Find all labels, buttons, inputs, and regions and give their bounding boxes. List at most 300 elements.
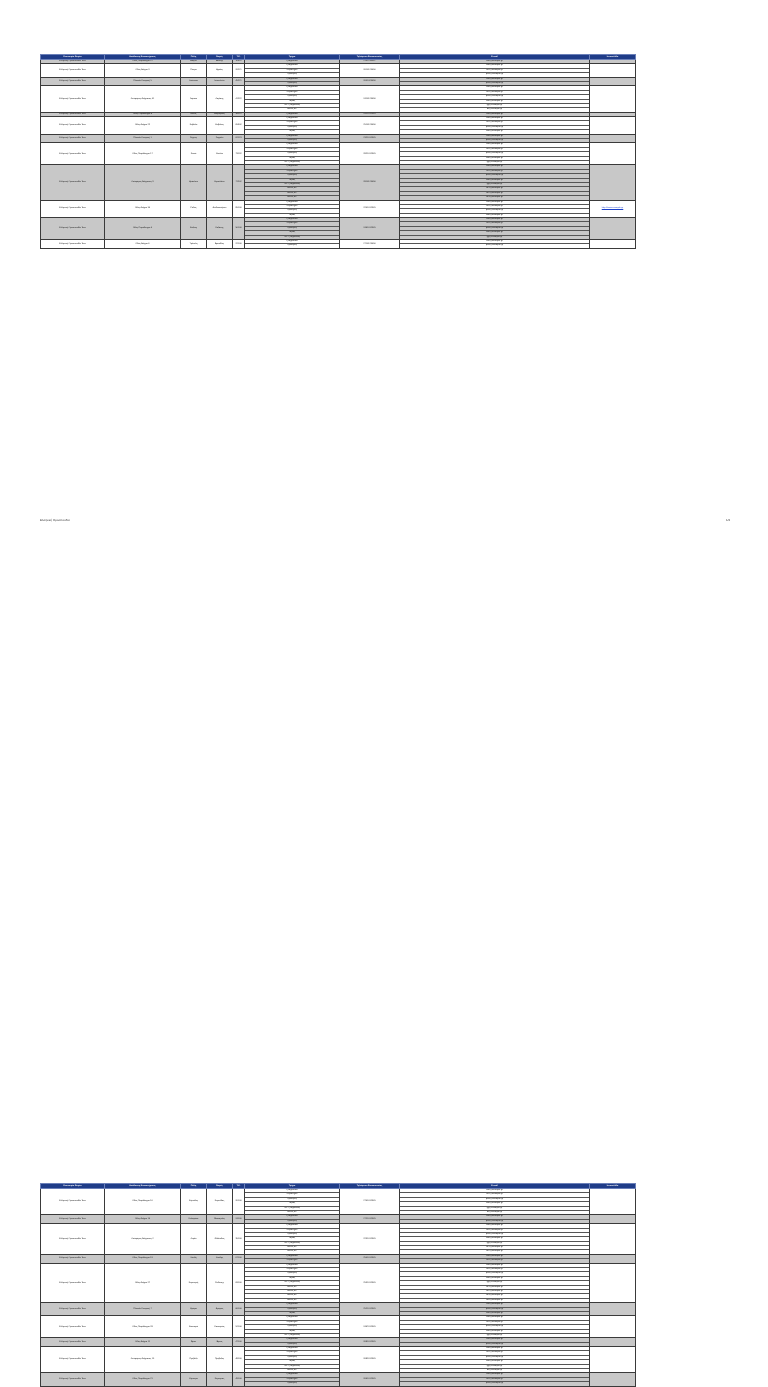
email-entry[interactable]: info@example.gr: [400, 1264, 589, 1268]
email-entry[interactable]: pres@example.gr: [400, 1356, 589, 1360]
cell-website: [590, 200, 636, 218]
dept-entry: Πρόεδρος: [287, 244, 297, 247]
email-entry[interactable]: gg@example.gr: [486, 160, 503, 163]
table-row: [41, 143, 636, 165]
table-row: [41, 218, 636, 240]
cell-website: [590, 1254, 636, 1263]
email-entry[interactable]: gg@example.gr: [486, 235, 503, 238]
cell-website: [590, 1303, 636, 1316]
dept-entry: Γεν. Γραμματέας: [283, 160, 301, 163]
email-entry[interactable]: info@example.gr: [400, 1373, 589, 1377]
cell-phone: 2541012345: [340, 1254, 400, 1263]
email-entry[interactable]: ds1@example.gr: [400, 1286, 589, 1290]
cell-region: Καβάλας: [207, 117, 233, 135]
dept-entry: Γραμματεία: [245, 64, 339, 68]
email-entry[interactable]: ds@example.gr: [486, 1210, 503, 1213]
dept-entry: Ταμίας: [245, 1360, 339, 1364]
email-entry[interactable]: acc@example.gr: [400, 1193, 589, 1197]
cell-email: [400, 1263, 590, 1303]
cell-email: [400, 143, 590, 165]
dept-entry: Λογιστήριο: [245, 1378, 339, 1382]
cell-addr: Λεωφόρος Δείγματος 2: [105, 1224, 181, 1255]
cell-name: Ελληνική Ομοσπονδία Τεστ: [41, 86, 105, 112]
dept-entry: Γραμματεία: [245, 117, 339, 121]
cell-zip: 66100: [233, 1303, 245, 1316]
cell-addr: Οδός Δείγμα 14: [105, 1215, 181, 1224]
email-entry[interactable]: pres@example.gr: [485, 73, 504, 76]
column-header: Πόλη: [181, 55, 207, 60]
email-entry[interactable]: pres@example.gr: [400, 1233, 589, 1237]
column-header: Επωνυμία Φορέα: [41, 55, 105, 60]
cell-region: Λαρίσης: [207, 86, 233, 112]
table-row: [41, 200, 636, 218]
cell-website: [590, 86, 636, 112]
page-number: 1/2: [726, 518, 731, 522]
dept-entry: Γραμματεία: [286, 60, 298, 62]
email-entry[interactable]: ds1@example.gr: [400, 1246, 589, 1250]
dept-entry: Λογιστήριο: [245, 205, 339, 209]
cell-email: [400, 1215, 590, 1224]
cell-name: Ελληνική Ομοσπονδία Τεστ: [41, 134, 105, 143]
dept-entry: Γραμματεία: [245, 240, 339, 244]
column-header: Διεύθυνση Καταστήματος: [105, 1184, 181, 1189]
email-entry[interactable]: info@example.gr: [486, 112, 503, 115]
cell-city: Βόλος: [181, 112, 207, 116]
cell-name: Ελληνική Ομοσπονδία Τεστ: [41, 1189, 105, 1215]
cell-phone: 2321012345: [340, 134, 400, 143]
email-entry[interactable]: pres@example.gr: [400, 1198, 589, 1202]
cell-email: [400, 1373, 590, 1386]
email-entry[interactable]: pres@example.gr: [485, 1342, 504, 1345]
dept-entry: Λογιστήριο: [245, 69, 339, 73]
dept-entry: Πρόεδρος: [287, 1342, 297, 1345]
dept-entry: Λογιστήριο: [245, 91, 339, 95]
dept-entry: Μέλος ΔΣ: [287, 196, 297, 199]
dept-entry: Πρόεδρος: [287, 1219, 297, 1222]
cell-addr: Οδός Παράδειγμα 21: [105, 1373, 181, 1386]
email-entry[interactable]: ds2@example.gr: [400, 1290, 589, 1294]
dept-entry: Ταμίας: [245, 1330, 339, 1334]
cell-addr: Οδός Δείγμα 3: [105, 64, 181, 77]
cell-city: Χανιά: [181, 143, 207, 165]
cell-website: [590, 1316, 636, 1338]
cell-email: [400, 1189, 590, 1215]
email-entry[interactable]: ds2@example.gr: [486, 1250, 503, 1253]
email-entry[interactable]: acc@example.gr: [400, 1351, 589, 1355]
cell-website: [590, 117, 636, 135]
table-row: [41, 1373, 636, 1386]
email-entry[interactable]: acc@example.gr: [400, 91, 589, 95]
column-header: Τμήμα: [245, 1184, 340, 1189]
cell-zip: 71202: [233, 165, 245, 200]
email-entry[interactable]: info@example.gr: [400, 78, 589, 82]
email-entry[interactable]: ds@example.gr: [486, 1369, 503, 1372]
column-header: Νομός: [207, 55, 233, 60]
dept-entry: Γραμματεία: [245, 1373, 339, 1377]
email-entry[interactable]: acc@example.gr: [400, 1229, 589, 1233]
dept-entry: Μέλος ΔΣ: [287, 1250, 297, 1253]
email-entry[interactable]: info@example.gr: [400, 117, 589, 121]
cell-city: Σέρρες: [181, 134, 207, 143]
email-entry[interactable]: info@example.gr: [400, 165, 589, 169]
cell-dept: [245, 1254, 340, 1263]
cell-phone: 2721012345: [340, 1215, 400, 1224]
cell-region: Καστοριάς: [207, 1316, 233, 1338]
cell-phone: 2661012345: [340, 1373, 400, 1386]
email-entry[interactable]: info@example.gr: [400, 1338, 589, 1342]
email-entry[interactable]: info@example.gr: [400, 1255, 589, 1259]
cell-region: Δωδεκανήσου: [207, 200, 233, 218]
email-entry[interactable]: gg@example.gr: [400, 104, 589, 108]
dept-entry: Ταμίας: [288, 130, 296, 133]
cell-zip: 41222: [233, 86, 245, 112]
column-header: Τ.Κ.: [233, 1184, 245, 1189]
email-entry[interactable]: tam@example.gr: [486, 213, 503, 216]
dept-entry: Λογιστήριο: [245, 222, 339, 226]
cell-zip: 35100: [233, 1224, 245, 1255]
cell-zip: 62123: [233, 134, 245, 143]
cell-zip: 50100: [233, 218, 245, 240]
cell-name: Ελληνική Ομοσπονδία Τεστ: [41, 200, 105, 218]
dept-entry: Λογιστήριο: [245, 148, 339, 152]
email-entry[interactable]: ds3@example.gr: [486, 196, 503, 199]
email-entry[interactable]: pres@example.gr: [400, 1308, 589, 1312]
email-entry[interactable]: acc@example.gr: [400, 222, 589, 226]
cell-addr: Οδός Δείγμα 27: [105, 1263, 181, 1303]
cell-email: [400, 134, 590, 143]
email-entry[interactable]: pres@example.gr: [400, 126, 589, 130]
dept-entry: Γεν. Γραμματέας: [245, 1281, 339, 1285]
dept-entry: Γραμματεία: [245, 135, 339, 139]
cell-region: Χανίων: [207, 143, 233, 165]
email-entry[interactable]: acc@example.gr: [400, 148, 589, 152]
cell-phone: 2521012345: [340, 1303, 400, 1316]
dept-entry: Γραμματεία: [245, 1316, 339, 1320]
email-entry[interactable]: ds1@example.gr: [400, 187, 589, 191]
cell-website: [590, 1215, 636, 1224]
email-entry[interactable]: tam@example.gr: [400, 231, 589, 235]
cell-dept: [245, 143, 340, 165]
cell-website: [590, 218, 636, 240]
email-entry[interactable]: pres@example.gr: [485, 139, 504, 142]
cell-website: [590, 1189, 636, 1215]
cell-region: Φθιώτιδας: [207, 1224, 233, 1255]
cell-dept: [245, 134, 340, 143]
cell-phone: 2710123456: [340, 240, 400, 249]
cell-email: [400, 218, 590, 240]
table-row: [41, 1303, 636, 1316]
cell-name: Ελληνική Ομοσπονδία Τεστ: [41, 1316, 105, 1338]
cell-city: Κομοτηνή: [181, 1263, 207, 1303]
cell-name: Ελληνική Ομοσπονδία Τεστ: [41, 77, 105, 86]
cell-region: Κοζάνης: [207, 218, 233, 240]
email-entry[interactable]: info@example.gr: [400, 1224, 589, 1228]
dept-entry: Λογιστήριο: [245, 1229, 339, 1233]
email-entry[interactable]: acc@example.gr: [400, 170, 589, 174]
cell-zip: 47100: [233, 1338, 245, 1347]
cell-dept: [245, 1263, 340, 1303]
email-entry[interactable]: tam@example.gr: [400, 179, 589, 183]
cell-addr: Οδός Δείγμα 22: [105, 117, 181, 135]
dept-entry: Μέλος ΔΣ: [245, 1246, 339, 1250]
cell-zip: 85100: [233, 200, 245, 218]
cell-phone: 2821012345: [340, 143, 400, 165]
dept-entry: Μέλος ΔΣ: [287, 1210, 297, 1213]
cell-name: Ελληνική Ομοσπονδία Τεστ: [41, 1347, 105, 1373]
dept-entry: Γραμματεία: [286, 112, 298, 115]
email-entry[interactable]: info@example.gr: [400, 1303, 589, 1307]
dept-entry: Γραμματεία: [245, 86, 339, 90]
email-entry[interactable]: gg@example.gr: [400, 1281, 589, 1285]
email-entry[interactable]: ds2@example.gr: [400, 192, 589, 196]
cell-zip: 67100: [233, 1254, 245, 1263]
column-header: Επωνυμία Φορέα: [41, 1184, 105, 1189]
email-entry[interactable]: gg@example.gr: [400, 1207, 589, 1211]
dept-entry: Ταμίας: [245, 179, 339, 183]
cell-city: Πάτρα: [181, 64, 207, 77]
table-row: [41, 77, 636, 86]
email-entry[interactable]: acc@example.gr: [400, 1268, 589, 1272]
email-entry[interactable]: pres@example.gr: [400, 1272, 589, 1276]
cell-website: [590, 134, 636, 143]
cell-phone: 2682012345: [340, 1347, 400, 1373]
cell-region: Ξάνθης: [207, 1254, 233, 1263]
dept-entry: Πρόεδρος: [245, 126, 339, 130]
cell-city: Καστοριά: [181, 1316, 207, 1338]
cell-name: Ελληνική Ομοσπονδία Τεστ: [41, 112, 105, 116]
cell-dept: [245, 240, 340, 249]
cell-region: Ηρακλείου: [207, 165, 233, 200]
cell-region: Αχαΐας: [207, 64, 233, 77]
email-entry[interactable]: ds3@example.gr: [400, 1294, 589, 1298]
cell-website: [590, 1224, 636, 1255]
dept-entry: Γραμματεία: [245, 1189, 339, 1193]
cell-phone: 2510123456: [340, 117, 400, 135]
cell-city: Ιωάννινα: [181, 77, 207, 86]
dept-entry: Γραμματεία: [245, 201, 339, 205]
table-row: [41, 1316, 636, 1338]
dept-entry: Πρόεδρος: [245, 1233, 339, 1237]
email-entry[interactable]: pres@example.gr: [400, 1325, 589, 1329]
email-entry[interactable]: info@example.gr: [400, 143, 589, 147]
cell-addr: Οδός Παράδειγμα 12: [105, 60, 181, 64]
email-entry[interactable]: acc@example.gr: [400, 1321, 589, 1325]
email-entry[interactable]: pres@example.gr: [400, 95, 589, 99]
email-entry[interactable]: tam@example.gr: [400, 1360, 589, 1364]
email-entry[interactable]: info@example.gr: [400, 218, 589, 222]
dept-entry: Μέλος ΔΣ: [245, 1290, 339, 1294]
dept-entry: Μέλος ΔΣ: [245, 1286, 339, 1290]
dept-entry: Ταμίας: [245, 100, 339, 104]
cell-email: [400, 1316, 590, 1338]
dept-entry: Πρόεδρος: [245, 1308, 339, 1312]
dept-entry: Πρόεδρος: [245, 1356, 339, 1360]
cell-addr: Οδός Παράδειγμα 17: [105, 143, 181, 165]
dept-entry: Μέλος ΔΣ: [245, 1294, 339, 1298]
table-row: [41, 117, 636, 135]
email-entry[interactable]: info@example.gr: [400, 1316, 589, 1320]
cell-website: [590, 165, 636, 200]
email-entry[interactable]: tam@example.gr: [400, 1202, 589, 1206]
dept-entry: Πρόεδρος: [287, 81, 297, 84]
email-entry[interactable]: info@example.gr: [400, 86, 589, 90]
cell-email: [400, 165, 590, 200]
email-entry[interactable]: pres@example.gr: [485, 1219, 504, 1222]
cell-city: Κοζάνη: [181, 218, 207, 240]
cell-addr: Πλατεία Κεντρική 5: [105, 77, 181, 86]
cell-addr: Οδός Παράδειγμα 33: [105, 1316, 181, 1338]
cell-zip: 20100: [233, 1189, 245, 1215]
email-entry[interactable]: gg@example.gr: [400, 1242, 589, 1246]
email-entry[interactable]: gg@example.gr: [486, 1333, 503, 1336]
dept-entry: Γεν. Γραμματέας: [245, 1207, 339, 1211]
dept-entry: Πρόεδρος: [245, 209, 339, 213]
email-entry[interactable]: ds4@example.gr: [486, 1298, 503, 1301]
email-entry[interactable]: pres@example.gr: [400, 174, 589, 178]
cell-name: Ελληνική Ομοσπονδία Τεστ: [41, 240, 105, 249]
cell-addr: Λεωφόρος Δείγματος 15: [105, 1347, 181, 1373]
cell-email: [400, 117, 590, 135]
email-entry[interactable]: info@example.gr: [400, 201, 589, 205]
email-entry[interactable]: pres@example.gr: [400, 209, 589, 213]
column-header: Νομός: [207, 1184, 233, 1189]
email-entry[interactable]: info@example.gr: [400, 1215, 589, 1219]
table-row: [41, 1189, 636, 1215]
table-row: [41, 1338, 636, 1347]
cell-email: [400, 1303, 590, 1316]
email-entry[interactable]: pres@example.gr: [400, 152, 589, 156]
email-entry[interactable]: gg@example.gr: [400, 183, 589, 187]
email-entry[interactable]: info@example.gr: [400, 240, 589, 244]
dept-entry: Γραμματεία: [245, 1224, 339, 1228]
cell-phone: 2651023456: [340, 77, 400, 86]
dept-entry: Γραμματεία: [245, 78, 339, 82]
cell-zip: 48100: [233, 1347, 245, 1373]
document-page-2: [0, 590, 768, 1385]
cell-email: [400, 64, 590, 77]
cell-zip: 45221: [233, 77, 245, 86]
cell-region: Κορινθίας: [207, 1189, 233, 1215]
cell-city: Ηράκλειο: [181, 165, 207, 200]
cell-city: Κόρινθος: [181, 1189, 207, 1215]
cell-region: Μεσσηνίας: [207, 1215, 233, 1224]
dept-entry: Γεν. Γραμματέας: [283, 235, 301, 238]
cell-city: Άρτα: [181, 1338, 207, 1347]
cell-region: Δράμας: [207, 1303, 233, 1316]
cell-region: Ιωαννίνων: [207, 77, 233, 86]
table-row: [41, 165, 636, 200]
email-entry[interactable]: info@example.gr: [400, 64, 589, 68]
email-entry[interactable]: pres@example.gr: [485, 244, 504, 247]
dept-entry: Μέλος ΔΣ: [245, 187, 339, 191]
table-row: [41, 1215, 636, 1224]
dept-entry: Γεν. Γραμματέας: [245, 1365, 339, 1369]
email-entry[interactable]: acc@example.gr: [400, 121, 589, 125]
cell-zip: 24100: [233, 1215, 245, 1224]
cell-region: Αρκαδίας: [207, 240, 233, 249]
email-entry[interactable]: pres@example.gr: [485, 81, 504, 84]
contacts-table-page-1: [40, 54, 636, 249]
cell-dept: [245, 1316, 340, 1338]
cell-zip: 69100: [233, 1263, 245, 1303]
cell-name: Ελληνική Ομοσπονδία Τεστ: [41, 1303, 105, 1316]
cell-dept: [245, 1347, 340, 1373]
cell-dept: [245, 1373, 340, 1386]
cell-dept: [245, 165, 340, 200]
dept-entry: Γραμματεία: [245, 165, 339, 169]
cell-region: Σερρών: [207, 134, 233, 143]
column-header: E-mail: [400, 55, 590, 60]
email-entry[interactable]: acc@example.gr: [400, 69, 589, 73]
cell-city: Ξάνθη: [181, 1254, 207, 1263]
email-entry[interactable]: tam@example.gr: [486, 1311, 503, 1314]
cell-dept: [245, 1189, 340, 1215]
cell-addr: Πλατεία Κεντρική 7: [105, 1303, 181, 1316]
email-entry[interactable]: gg@example.gr: [400, 1365, 589, 1369]
email-entry[interactable]: tam@example.gr: [400, 1330, 589, 1334]
footer-left-text: Ελληνική Ομοσπονδία: [40, 518, 70, 522]
email-entry[interactable]: info@example.gr: [400, 1189, 589, 1193]
cell-dept: [245, 218, 340, 240]
email-entry[interactable]: ds@example.gr: [486, 108, 503, 111]
website-link[interactable]: http://www.example.gr: [601, 207, 624, 210]
email-entry[interactable]: tam@example.gr: [400, 1237, 589, 1241]
email-entry[interactable]: pres@example.gr: [400, 227, 589, 231]
dept-entry: Λογιστήριο: [245, 1193, 339, 1197]
cell-region: Ροδόπης: [207, 1263, 233, 1303]
cell-dept: [245, 64, 340, 77]
cell-name: Ελληνική Ομοσπονδία Τεστ: [41, 143, 105, 165]
cell-city: Λάρισα: [181, 86, 207, 112]
email-entry[interactable]: tam@example.gr: [400, 1277, 589, 1281]
cell-name: Ελληνική Ομοσπονδία Τεστ: [41, 218, 105, 240]
dept-entry: Ταμίας: [245, 1237, 339, 1241]
dept-entry: Ταμίας: [245, 157, 339, 161]
cell-phone: 2231012345: [340, 1224, 400, 1255]
email-entry[interactable]: tam@example.gr: [400, 157, 589, 161]
email-entry[interactable]: tam@example.gr: [400, 100, 589, 104]
dept-entry: Ταμίας: [245, 231, 339, 235]
cell-zip: 38221: [233, 112, 245, 116]
cell-name: Ελληνική Ομοσπονδία Τεστ: [41, 1215, 105, 1224]
cell-city: Δράμα: [181, 1303, 207, 1316]
dept-entry: Πρόεδρος: [245, 1325, 339, 1329]
cell-website: [590, 1263, 636, 1303]
email-entry[interactable]: acc@example.gr: [486, 1259, 503, 1262]
email-entry[interactable]: info@example.gr: [400, 135, 589, 139]
email-entry[interactable]: info@example.gr: [486, 60, 503, 62]
cell-website: [590, 143, 636, 165]
cell-zip: 22100: [233, 240, 245, 249]
dept-entry: Πρόεδρος: [245, 1198, 339, 1202]
cell-name: Ελληνική Ομοσπονδία Τεστ: [41, 1373, 105, 1386]
email-entry[interactable]: tam@example.gr: [486, 130, 503, 133]
cell-city: Καλαμάτα: [181, 1215, 207, 1224]
cell-zip: 26221: [233, 64, 245, 77]
document-page-1: [0, 0, 768, 522]
cell-website: [590, 77, 636, 86]
email-entry[interactable]: info@example.gr: [400, 1347, 589, 1351]
dept-entry: Μέλος ΔΣ: [245, 192, 339, 196]
email-entry[interactable]: pres@example.gr: [485, 1382, 504, 1385]
cell-region: Άρτας: [207, 1338, 233, 1347]
email-entry[interactable]: acc@example.gr: [400, 205, 589, 209]
dept-entry: Ταμίας: [245, 1202, 339, 1206]
cell-dept: [245, 117, 340, 135]
cell-city: Αθήνα: [181, 60, 207, 64]
cell-zip: 52100: [233, 1316, 245, 1338]
email-entry[interactable]: acc@example.gr: [400, 1378, 589, 1382]
